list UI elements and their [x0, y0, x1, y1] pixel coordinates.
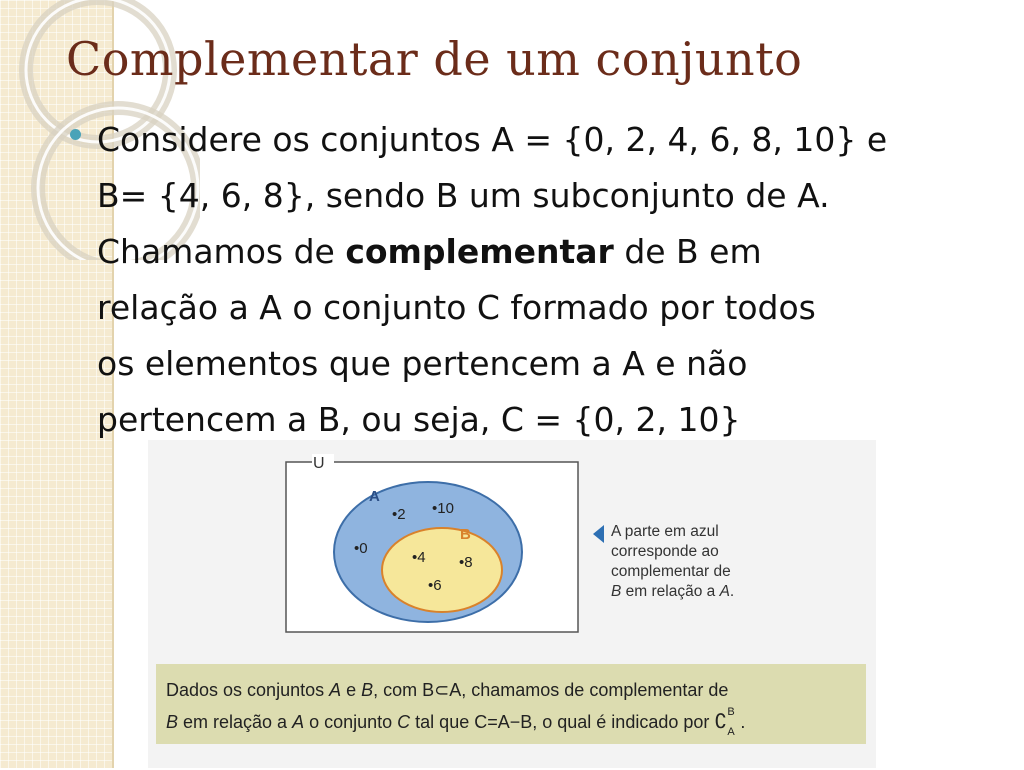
def-var: A — [329, 680, 342, 700]
caption-line: corresponde ao — [611, 543, 719, 560]
bullet-icon — [70, 129, 81, 140]
def-segment: o conjunto — [304, 712, 398, 732]
universe-label: U — [313, 455, 325, 472]
bullet-line: Considere os conjuntos A = {0, 2, 4, 6, 8, 10} e — [97, 120, 888, 159]
complement-symbol — [714, 706, 740, 738]
bullet-paragraph — [97, 112, 997, 448]
def-segment: , com B⊂A, chamamos de complementar de — [373, 680, 729, 700]
bullet-line: relação a A o conjunto C formado por todos — [97, 288, 816, 327]
caption-line: A parte em azul — [611, 523, 719, 540]
caption-arrow-icon — [593, 525, 604, 543]
def-segment: e — [341, 680, 362, 700]
def-segment: em relação a — [178, 712, 293, 732]
bullet-line: B= {4, 6, 8}, sendo B um subconjunto de A. — [97, 176, 830, 215]
caption-segment: em relação a — [621, 583, 720, 600]
definition-line-1 — [166, 674, 856, 706]
def-var: A — [292, 712, 305, 732]
bullet-line: os elementos que pertencem a A e não — [97, 344, 748, 383]
def-var: C — [397, 712, 411, 732]
element-4: •4 — [412, 549, 426, 566]
complement-sup: B — [727, 706, 735, 718]
bullet-line: pertencem a B, ou seja, C = {0, 2, 10} — [97, 400, 741, 439]
bullet-text-segment: de B em — [613, 232, 762, 271]
slide-title: Complementar de um conjunto — [66, 32, 803, 86]
def-segment: . — [740, 712, 746, 732]
def-var: B — [166, 712, 179, 732]
caption-segment: . — [729, 583, 735, 600]
caption-var: A — [719, 583, 730, 600]
definition-box — [156, 664, 866, 744]
bullet-line — [97, 224, 997, 280]
def-segment: Dados os conjuntos — [166, 680, 330, 700]
complement-sub: A — [727, 726, 735, 738]
element-0: •0 — [354, 540, 368, 557]
def-segment: tal que C=A−B, o qual é indicado por — [410, 712, 715, 732]
figure-caption — [611, 522, 781, 602]
element-2: •2 — [392, 506, 406, 523]
element-6: •6 — [428, 577, 442, 594]
def-var: B — [361, 680, 374, 700]
definition-line-2 — [166, 706, 856, 738]
caption-var: B — [611, 583, 622, 600]
element-8: •8 — [459, 554, 473, 571]
set-b-ellipse — [382, 528, 502, 612]
set-b-label: B — [460, 526, 471, 543]
complement-sign: ∁ — [714, 711, 728, 733]
element-10: •10 — [432, 500, 454, 517]
caption-line: complementar de — [611, 563, 731, 580]
bold-term: complementar — [345, 232, 614, 271]
caption-line — [611, 582, 781, 602]
set-a-label: A — [369, 488, 380, 505]
bullet-text-segment: Chamamos de — [97, 232, 346, 271]
venn-figure — [148, 440, 876, 768]
